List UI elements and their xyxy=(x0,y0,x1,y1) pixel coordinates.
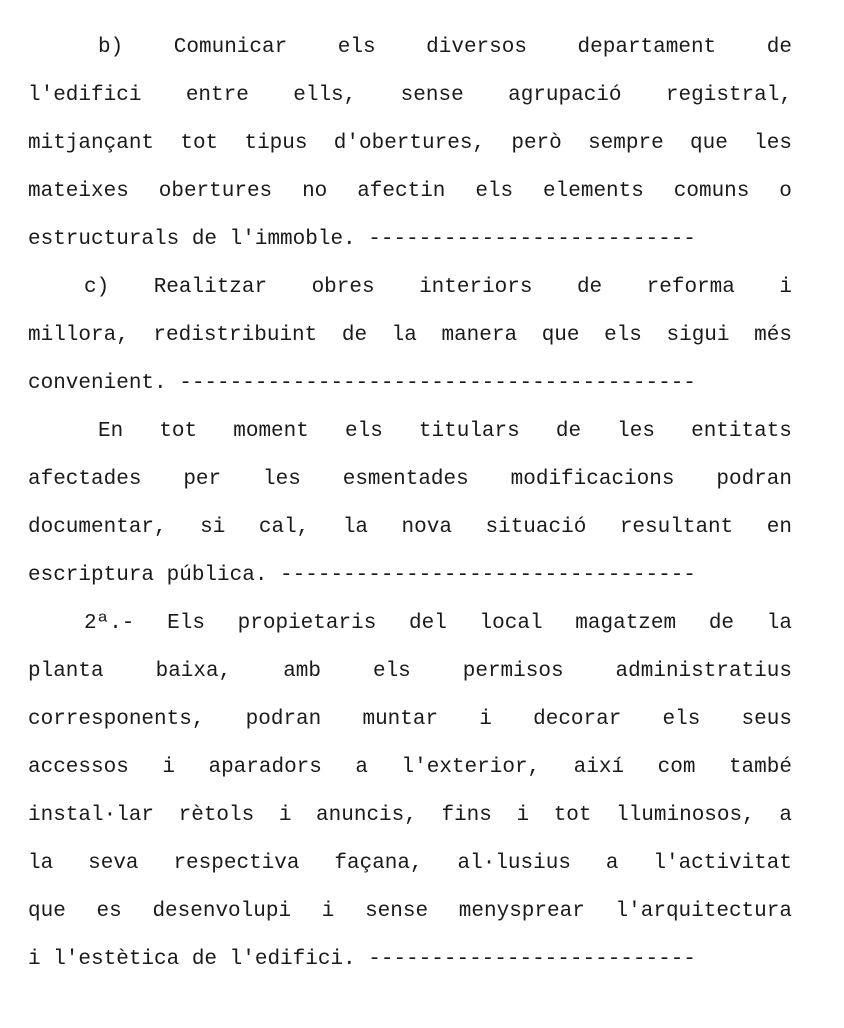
word: els xyxy=(372,660,411,683)
word: magatzem xyxy=(575,612,677,635)
word: entitats xyxy=(691,420,792,443)
word: façana, xyxy=(334,852,423,875)
word: seva xyxy=(88,852,139,875)
para-2a-line: i l'estètica de l'edifici. -------------------------- xyxy=(28,948,696,971)
word: resultant xyxy=(619,516,734,539)
word: situació xyxy=(485,516,587,539)
word: manera xyxy=(441,324,518,347)
word: diversos xyxy=(426,36,527,59)
word: si xyxy=(200,516,226,539)
word: tot xyxy=(159,420,198,443)
word: sempre xyxy=(588,132,664,155)
word: tot xyxy=(180,132,219,155)
para-2a-line xyxy=(28,600,792,648)
word: de xyxy=(708,612,735,635)
word: modificacions xyxy=(510,468,675,491)
para-titulars-line xyxy=(28,504,792,552)
word: muntar xyxy=(362,708,439,731)
para-c-line xyxy=(28,264,792,312)
word: les xyxy=(617,420,655,443)
word: registral, xyxy=(665,84,792,107)
word: en xyxy=(766,516,792,539)
word: de xyxy=(341,324,368,347)
word: En xyxy=(98,420,124,443)
word: administratius xyxy=(615,660,792,683)
word: de xyxy=(766,36,792,59)
word: a xyxy=(355,756,369,779)
word: la xyxy=(391,324,417,347)
word: al·lusius xyxy=(457,852,571,875)
word: interiors xyxy=(419,276,533,299)
word: podran xyxy=(245,708,322,731)
para-2a-line xyxy=(28,744,792,792)
word: tot xyxy=(553,804,592,827)
word: obertures xyxy=(158,180,273,203)
word: lluminosos, xyxy=(616,804,755,827)
para-titulars-line xyxy=(28,456,792,504)
word: de xyxy=(555,420,582,443)
word: que xyxy=(541,324,580,347)
word: aparadors xyxy=(208,756,322,779)
word: comuns xyxy=(673,180,750,203)
para-2a-line xyxy=(28,888,792,936)
word: afectin xyxy=(357,180,446,203)
word: planta xyxy=(28,660,104,683)
para-b-line: estructurals de l'immoble. -------------------------- xyxy=(28,228,696,251)
word: i xyxy=(321,900,335,923)
word: per xyxy=(183,468,222,491)
word: els xyxy=(662,708,701,731)
word: sense xyxy=(365,900,429,923)
word: local xyxy=(479,612,543,635)
word: a xyxy=(779,804,792,827)
word: que xyxy=(690,132,728,155)
word: cal, xyxy=(258,516,310,539)
word: la xyxy=(28,852,54,875)
word: tipus xyxy=(244,132,308,155)
word: així xyxy=(573,756,625,779)
para-b-line xyxy=(28,120,792,168)
para-2a-line xyxy=(28,648,792,696)
word: afectades xyxy=(28,468,142,491)
word: com xyxy=(657,756,696,779)
word: del xyxy=(409,612,447,635)
word: respectiva xyxy=(173,852,300,875)
word: moment xyxy=(233,420,309,443)
word: i xyxy=(479,708,492,731)
word: es xyxy=(96,900,122,923)
word: o xyxy=(779,180,792,203)
word: permisos xyxy=(462,660,564,683)
word: desenvolupi xyxy=(152,900,292,923)
word: mitjançant xyxy=(28,132,155,155)
word: i xyxy=(779,276,792,299)
word: redistribuint xyxy=(153,324,318,347)
word: més xyxy=(754,324,792,347)
word: departament xyxy=(577,36,717,59)
word: mateixes xyxy=(28,180,129,203)
word: i xyxy=(278,804,292,827)
word: de xyxy=(576,276,603,299)
para-c-line: convenient. ----------------------------------------- xyxy=(28,372,696,395)
para-titulars-line xyxy=(28,408,792,456)
word: baixa, xyxy=(155,660,232,683)
word: no xyxy=(302,180,328,203)
word: Comunicar xyxy=(173,36,288,59)
word: corresponents, xyxy=(28,708,205,731)
word: els xyxy=(604,324,642,347)
word: fins xyxy=(441,804,492,827)
word: accessos xyxy=(28,756,129,779)
word: menysprear xyxy=(458,900,585,923)
para-b-line xyxy=(28,168,792,216)
para-b-line xyxy=(28,24,792,72)
word: entre xyxy=(185,84,249,107)
word: els xyxy=(475,180,514,203)
word: titulars xyxy=(418,420,520,443)
word: ells, xyxy=(293,84,357,107)
word: d'obertures, xyxy=(333,132,486,155)
word: millora, xyxy=(28,324,129,347)
word: i xyxy=(162,756,175,779)
para-c-line xyxy=(28,312,792,360)
word: i xyxy=(516,804,530,827)
word: les xyxy=(754,132,792,155)
word: l'arquitectura xyxy=(615,900,792,923)
word: la xyxy=(766,612,792,635)
para-2a-line xyxy=(28,696,792,744)
word: rètols xyxy=(178,804,255,827)
word: agrupació xyxy=(508,84,622,107)
word: seus xyxy=(741,708,792,731)
word: instal·lar xyxy=(28,804,155,827)
document-page xyxy=(28,24,792,984)
word: sense xyxy=(400,84,464,107)
word: b) xyxy=(98,36,124,59)
para-2a-line xyxy=(28,840,792,888)
word: els xyxy=(344,420,383,443)
word: esmentades xyxy=(342,468,469,491)
word: l'activitat xyxy=(653,852,792,875)
word: podran xyxy=(716,468,792,491)
word: propietaris xyxy=(237,612,377,635)
word: Realitzar xyxy=(153,276,268,299)
word: anuncis, xyxy=(316,804,417,827)
word: reforma xyxy=(646,276,735,299)
word: la xyxy=(342,516,369,539)
para-2a-line xyxy=(28,792,792,840)
word: elements xyxy=(543,180,644,203)
word: els xyxy=(337,36,376,59)
word: obres xyxy=(311,276,375,299)
word: nova xyxy=(401,516,452,539)
word: l'exterior, xyxy=(401,756,541,779)
para-titulars-line: escriptura pública. --------------------------------- xyxy=(28,564,696,587)
word: que xyxy=(28,900,66,923)
word: també xyxy=(728,756,792,779)
word: sigui xyxy=(666,324,730,347)
para-b-line xyxy=(28,72,792,120)
word: però xyxy=(511,132,562,155)
word: amb xyxy=(283,660,321,683)
word: decorar xyxy=(533,708,622,731)
word: Els xyxy=(167,612,205,635)
word: documentar, xyxy=(28,516,167,539)
word: les xyxy=(263,468,301,491)
word: l'edifici xyxy=(28,84,142,107)
word: a xyxy=(605,852,619,875)
word: 2ª.- xyxy=(84,612,135,635)
word: c) xyxy=(84,276,110,299)
